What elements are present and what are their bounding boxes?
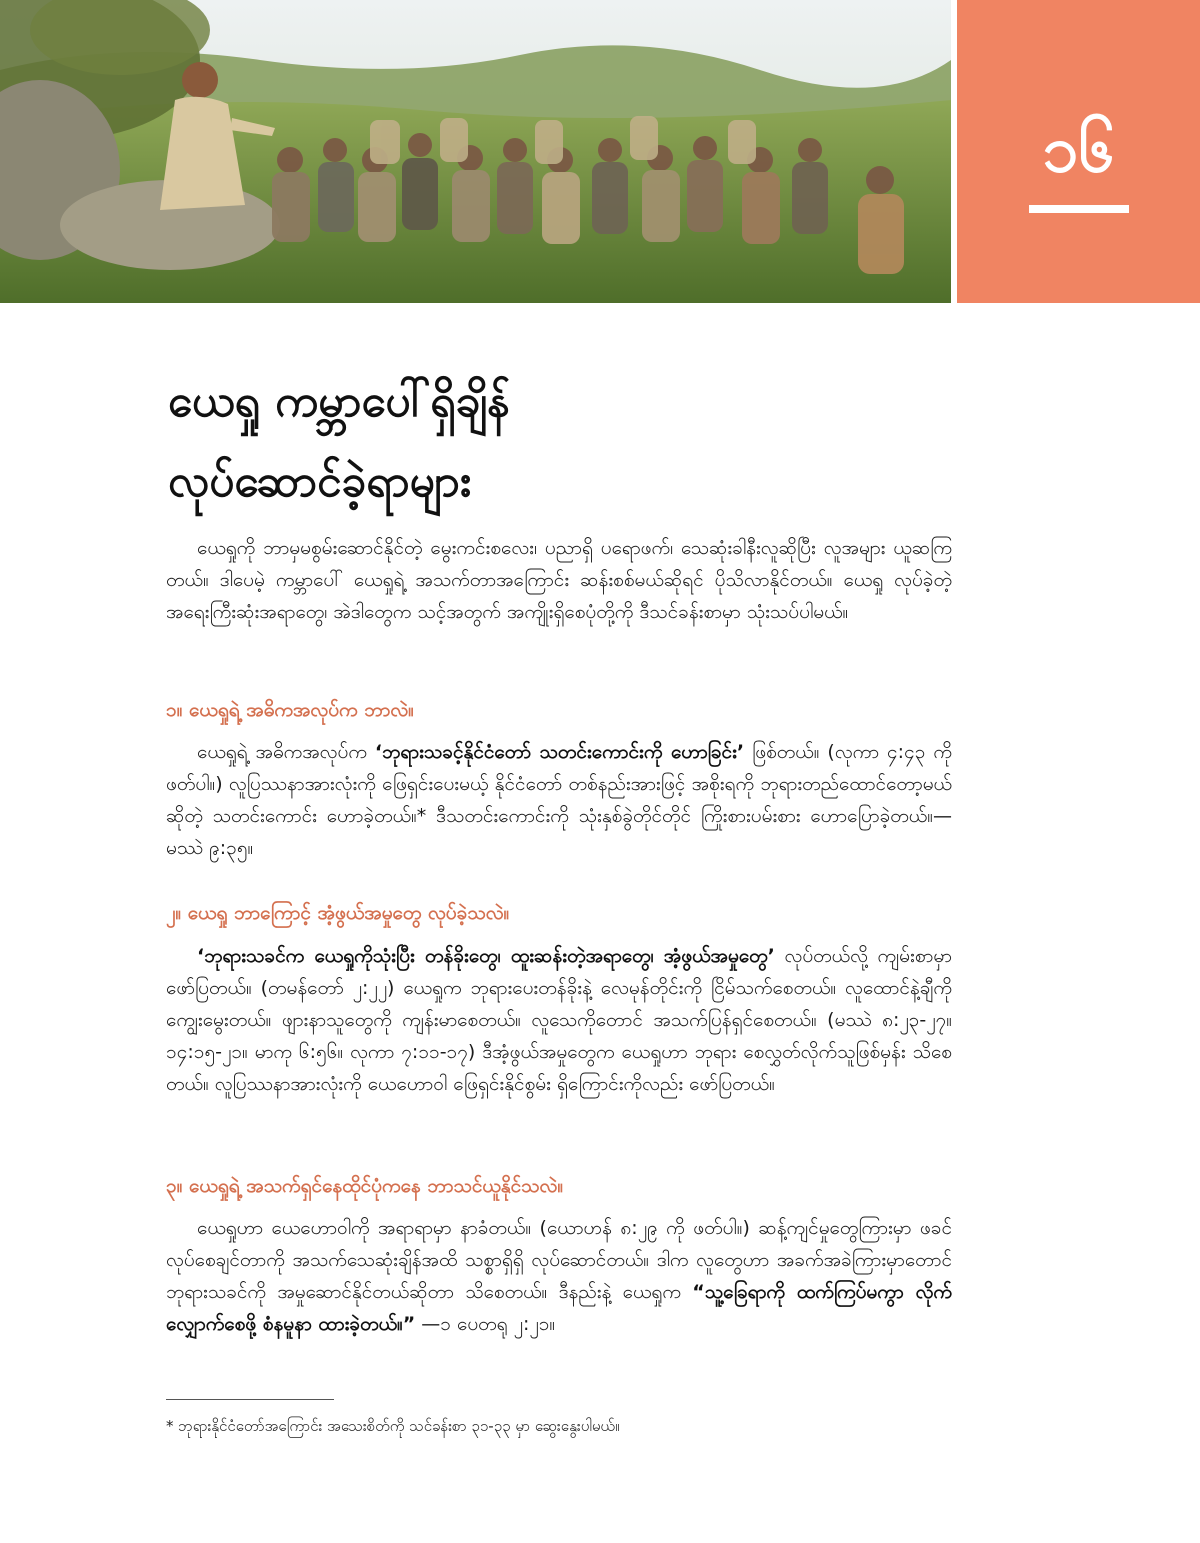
title-line-1: ယေရှု ကမ္ဘာပေါ်ရှိချိန် [168, 376, 511, 427]
chapter-underline [1029, 205, 1129, 213]
section-body-1 [166, 736, 952, 864]
section-1-text-bold: ‘ဘုရားသခင့်နိုင်ငံတော် သတင်းကောင်းကို ဟောခြင်း’ [374, 741, 745, 763]
footnote: * ဘုရားနိုင်ငံတော်အကြောင်း အသေးစိတ်ကို သင်ခန်းစာ ၃၁-၃၃ မှာ ဆွေးနွေးပါမယ်။ [166, 1417, 620, 1435]
section-1-text-pre: ယေရှုရဲ့ အဓိကအလုပ်က [197, 741, 375, 763]
page-title [168, 362, 968, 522]
section-heading-1: ၁။ ယေရှုရဲ့ အဓိကအလုပ်က ဘာလဲ။ [166, 699, 414, 721]
section-1-text-post: ဖြစ်တယ်။ (လုကာ ၄:၄၃ ကို ဖတ်ပါ။) လူပြဿနာအားလုံးကို ဖြေရှင်းပေးမယ့် နိုင်ငံတော် တစ်နည်းအားဖြင့် အစိုးရကို ဘုရားတည်ထောင်တော့မယ်ဆိုတဲ့ သတင်းကောင်း ဟောခဲ့တယ်။* ဒီသတင်းကောင်းကို သုံးနှစ်ခွဲတိုင်တိုင် ကြိုးစားပမ်းစား ဟောပြောခဲ့တယ်။—မဿဲ ၉:၃၅။ [166, 741, 952, 859]
section-heading-2: ၂။ ယေရှု ဘာကြောင့် အံ့ဖွယ်အမှုတွေ လုပ်ခဲ့သလဲ။ [166, 902, 510, 924]
section-3-text-post: —၁ ပေတရု ၂:၂၁။ [415, 1313, 556, 1335]
section-2-text-bold: ‘ဘုရားသခင်က ယေရှုကိုသုံးပြီး တန်ခိုးတွေ၊ ထူးဆန်းတဲ့အရာတွေ၊ အံ့ဖွယ်အမှုတွေ’ [197, 945, 775, 967]
section-3-text-pre: ယေရှုဟာ ယေဟောဝါကို အရာရာမှာ နာခံတယ်။ (ယောဟန် ၈:၂၉ ကို ဖတ်ပါ။) ဆန့်ကျင်မှုတွေကြားမှာ ဖခင်လုပ်စေချင်တာကို အသက်သေဆုံးချိန်အထိ သစ္စာရှိရှိ လုပ်ဆောင်တယ်။ ဒါက လူတွေဟာ အခက်အခဲကြားမှာတောင် ဘုရားသခင်ကို အမှုဆောင်နိုင်တယ်ဆိုတာ သိစေတယ်။ ဒီနည်းနဲ့ ယေရှုက [166, 1217, 952, 1303]
hero-image [0, 0, 951, 303]
hero-illustration [0, 0, 951, 303]
section-body-3 [166, 1212, 952, 1340]
chapter-number: ၁၆ [1042, 113, 1115, 187]
title-line-2: လုပ်ဆောင်ခဲ့ရာများ [168, 456, 472, 507]
intro-paragraph: ယေရှုကို ဘာမှမစွမ်းဆောင်နိုင်တဲ့ မွေးကင်းစလေး၊ ပညာရှိ ပရောဖက်၊ သေဆုံးခါနီးလူဆိုပြီး လူအများ ယူဆကြတယ်။ ဒါပေမဲ့ ကမ္ဘာပေါ် ယေရှုရဲ့ အသက်တာအကြောင်း ဆန်းစစ်မယ်ဆိုရင် ပိုသိလာနိုင်တယ်။ ယေရှု လုပ်ခဲ့တဲ့ အရေးကြီးဆုံးအရာတွေ၊ အဲဒါတွေက သင့်အတွက် အကျိုးရှိစေပုံတို့ကို ဒီသင်ခန်းစာမှာ သုံးသပ်ပါမယ်။ [166, 537, 952, 623]
section-2-text-post: လုပ်တယ်လို့ ကျမ်းစာမှာ ဖော်ပြတယ်။ (တမန်တော် ၂:၂၂) ယေရှုက ဘုရားပေးတန်ခိုးနဲ့ လေမုန်တိုင်းကို ငြိမ်သက်စေတယ်။ လူထောင်နဲ့ချီကို ကျွေးမွေးတယ်။ ဖျားနာသူတွေကို ကျန်းမာစေတယ်။ လူသေကိုတောင် အသက်ပြန်ရှင်စေတယ်။ (မဿဲ ၈:၂၃-၂၇။ ၁၄:၁၅-၂၁။ မာကု ၆:၅၆။ လုကာ ၇:၁၁-၁၇) ဒီအံ့ဖွယ်အမှုတွေက ယေရှုဟာ ဘုရား စေလွှတ်လိုက်သူဖြစ်မှန်း သိစေတယ်။ လူပြဿနာအားလုံးကို ယေဟောဝါ ဖြေရှင်းနိုင်စွမ်း ရှိကြောင်းကိုလည်း ဖော်ပြတယ်။ [166, 945, 952, 1095]
section-heading-3: ၃။ ယေရှုရဲ့ အသက်ရှင်နေထိုင်ပုံကနေ ဘာသင်ယူနိုင်သလဲ။ [166, 1175, 564, 1197]
footnote-divider [166, 1399, 334, 1400]
section-body-2 [166, 940, 952, 1100]
chapter-box [957, 0, 1200, 303]
section-3-text-bold: “သူ့ခြေရာကို ထက်ကြပ်မကွာ လိုက်လျှောက်စေဖို့ စံနမူနာ ထားခဲ့တယ်။” [166, 1281, 952, 1335]
